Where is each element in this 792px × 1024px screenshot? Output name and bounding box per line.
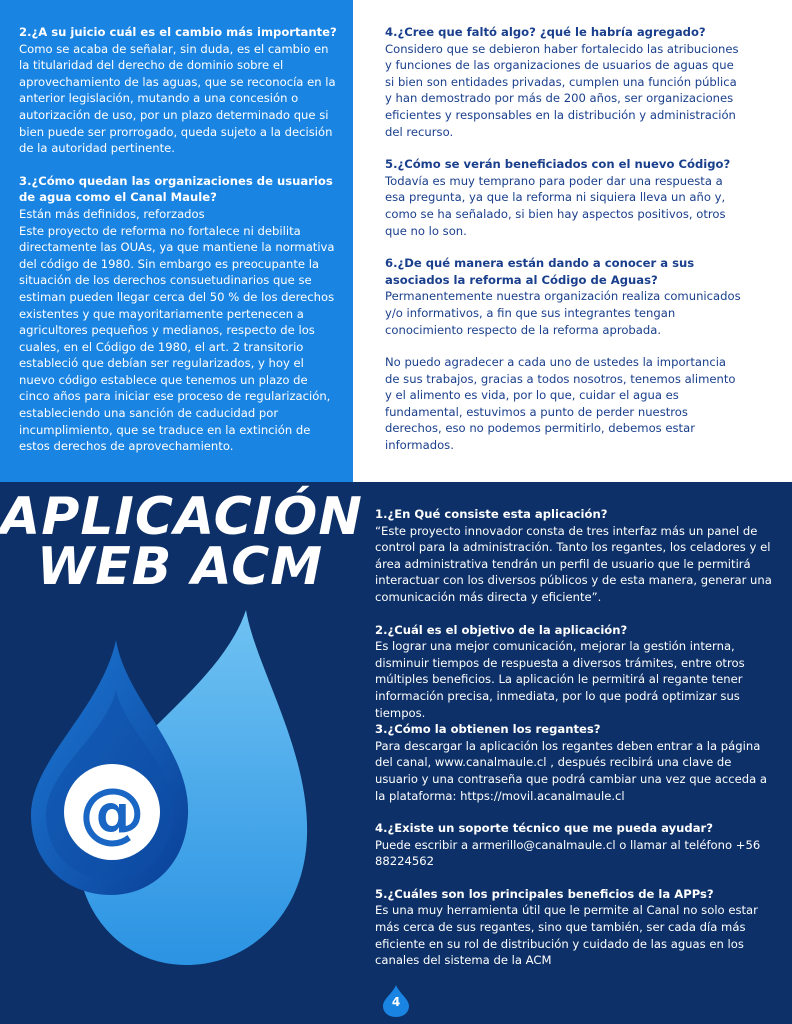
app-question-1: 1.¿En Qué consiste esta aplicación? [375,507,608,521]
app-faq-text [375,506,775,969]
page-number-badge [383,985,409,1017]
question-3: 3.¿Cómo quedan las organizaciones de usuarios de agua como el Canal Maule? [19,173,333,205]
question-2: 2.¿A su juicio cuál es el cambio más importante? [19,25,337,39]
column-divider [353,0,366,482]
answer-3: Este proyecto de reforma no fortalece ni debilita directamente las OUAs, ya que mantiene la normativa del código de 1980. Sin embargo es preocupante la situación de los derechos consuetudinarios que se estiman pueden llegar cerca del 50 % de los derechos existentes y que mayoritariamente pertenecen a agricultores pequeños y medianos, respecto de los cuales, en el Código de 1980, el art. 2 transitorio estableció que debían ser regularizados, y hoy el nuevo código establece que tenemos un plazo de cinco años para iniciar ese proceso de regularización, estableciendo una sanción de caducidad por incumplimiento, que se traduce en la extinción de estos derechos de aprovechamiento. [19,223,335,454]
app-question-2: 2.¿Cuál es el objetivo de la aplicación? [375,622,628,637]
page-number: 4 [391,995,401,1009]
app-question-3: 3.¿Cómo la obtienen los regantes? [375,722,601,737]
app-question-5: 5.¿Cuáles son los principales beneficios de la APPs? [375,886,714,901]
left-column-text [19,24,339,455]
app-answer-4: Puede escribir a armerillo@canalmaule.cl o llamar al teléfono +56 88224562 [375,837,761,869]
app-answer-5: Es una muy herramienta útil que le permite al Canal no solo estar más cerca de sus regantes, sino que también, ser cada día más eficiente en su rol de distribución y cuidado de las aguas en los canales del sistema de la ACM [375,903,758,968]
app-answer-3: Para descargar la aplicación los regantes deben entrar a la página del canal, www.canalmaule.cl , después recibirá una clave de usuario y una contraseña que podrá cambiar una vez que acceda a la plataforma: https://movil.acanalmaule.cl [375,738,768,803]
at-symbol-icon: @ [79,774,145,851]
app-question-4: 4.¿Existe un soporte técnico que me pueda ayudar? [375,821,713,836]
answer-3-intro: Están más definidos, reforzados [19,206,205,221]
app-answer-2: Es lograr una mejor comunicación, mejorar la gestión interna, disminuir tiempos de respuesta a diversos trámites, entre otros múltiples beneficios. La aplicación le permitirá al regante tener información precisa, inmediata, por lo que podrá optimizar sus tiempos. [375,639,745,720]
water-drops-illustration [16,610,316,970]
question-4: 4.¿Cree que faltó algo? ¿qué le habría agregado? [385,25,706,39]
question-6: 6.¿De qué manera están dando a conocer a sus asociados la reforma al Código de Aguas? [385,256,695,287]
question-5: 5.¿Cómo se verán beneficiados con el nuevo Código? [385,157,731,172]
app-title-line-1: APLICACIÓN [0,487,363,547]
answer-4: Considero que se debieron haber fortalecido las atribuciones y funciones de las organizaciones de usuarios de aguas que si bien son entidades privadas, cumplen una función pública y han demostrado por más de 200 años, ser organizaciones eficientes y responsables en la distribución y administración del recurso. [385,41,739,139]
app-title-line-2: WEB ACM [36,537,324,597]
app-answer-1: “Este proyecto innovador consta de tres interfaz más un panel de control para la administración. Tanto los regantes, los celadores y el área administrativa tendrán un perfil de usuario que le permitirá interactuar con los diversos públicos y de esta manera, generar una comunicación más directa y eficiente”. [375,523,772,604]
answer-5: Todavía es muy temprano para poder dar una respuesta a esa pregunta, ya que la reforma ni siquiera lleva un año y, como se ha señalado, si bien hay aspectos positivos, otros que no lo son. [385,173,726,238]
top-left-panel [0,0,353,482]
right-column-text [385,24,741,454]
app-title [0,487,363,597]
closing-paragraph: No puedo agradecer a cada uno de ustedes la importancia de sus trabajos, gracias a todos nosotros, tenemos alimento y el alimento es vida, por lo que, cuidar el agua es fundamental, estuvimos a punto de perder nuestros derechos, eso no podemos permitirlo, debemos estar informados. [385,355,736,453]
answer-2: Como se acaba de señalar, sin duda, es el cambio en la titularidad del derecho de dominio sobre el aprovechamiento de las aguas, que se reconocía en la anterior legislación, mutando a una concesión o autorización de uso, por un plazo determinado que si bien puede ser prorrogado, queda sujeto a la decisión de la autoridad pertinente. [19,41,336,156]
answer-6: Permanentemente nuestra organización realiza comunicados y/o informativos, a fin que sus integrantes tengan conocimiento respecto de la reforma aprobada. [385,289,741,337]
top-right-panel [366,0,792,482]
